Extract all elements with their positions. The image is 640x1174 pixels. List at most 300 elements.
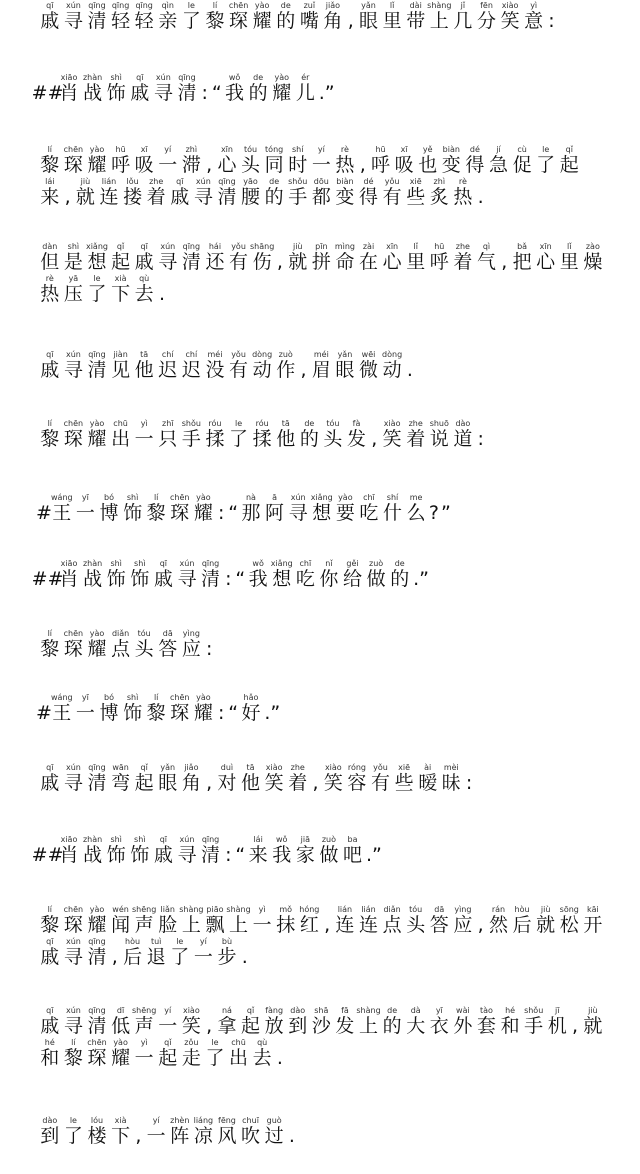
pinyin-annotation: xiāo (60, 559, 78, 568)
pinyin-annotation: shí (292, 145, 304, 154)
hanzi-character: 脸 (158, 914, 178, 936)
hanzi-character: 做 (319, 844, 339, 866)
pinyin-annotation: chū (113, 419, 128, 428)
hanzi-character: 琛 (170, 502, 190, 524)
annotated-character (581, 1006, 605, 1037)
annotated-character (121, 177, 145, 208)
annotated-character (156, 905, 180, 936)
annotated-character (250, 1, 274, 32)
annotated-character (109, 1116, 133, 1147)
hanzi-character: 阵 (170, 1125, 190, 1147)
pinyin-annotation: fēng (218, 1116, 236, 1125)
annotated-character (333, 177, 357, 208)
annotated-character (180, 350, 204, 381)
annotated-character (121, 693, 145, 724)
punctuation (345, 1, 357, 32)
annotated-character (38, 1038, 62, 1069)
hanzi-character: 做 (366, 568, 386, 590)
pinyin-annotation: diǎn (383, 905, 401, 914)
hanzi-character: 的 (248, 82, 268, 104)
hanzi-character: 连 (99, 186, 119, 208)
annotated-character (109, 419, 133, 450)
pinyin-annotation: mèi (443, 763, 459, 772)
hanzi-character: 肖 (59, 568, 79, 590)
pinyin-annotation: xīn (386, 242, 399, 251)
hanzi-character: 我 (225, 82, 245, 104)
annotated-character (250, 905, 274, 936)
annotated-character (487, 145, 511, 176)
hanzi-character: 一 (158, 154, 178, 176)
pinyin-annotation: tào (480, 1006, 493, 1015)
annotated-character (57, 73, 81, 104)
annotated-character (286, 763, 310, 794)
punctuation (368, 419, 380, 450)
hanzi-character: 的 (264, 186, 284, 208)
hanzi-character: 心 (536, 251, 556, 273)
pinyin-annotation: ná (221, 1006, 232, 1015)
annotated-character (270, 835, 294, 866)
hanzi-character: 戚 (40, 1015, 60, 1037)
hanzi-character: : (225, 844, 232, 866)
hanzi-character: 大 (406, 1015, 426, 1037)
hanzi-character: : (465, 772, 473, 794)
annotated-character (57, 835, 81, 866)
annotated-character (121, 937, 145, 968)
hanzi-character: 耀 (252, 10, 272, 32)
pinyin-annotation: lí (47, 419, 53, 428)
pinyin-annotation: hǎo (243, 693, 259, 702)
hanzi-character: 去 (252, 1047, 272, 1069)
pinyin-annotation: qīng (88, 763, 106, 772)
pinyin-annotation: dàn (42, 242, 58, 251)
pinyin-annotation: zhī (162, 419, 174, 428)
hanzi-character: 吃 (359, 502, 379, 524)
annotated-character (581, 242, 605, 273)
pinyin-annotation: lián (361, 905, 376, 914)
pinyin-annotation: qīng (88, 1006, 106, 1015)
hanzi-character: 腰 (241, 186, 261, 208)
annotated-character (180, 145, 204, 176)
pinyin-annotation: le (187, 1, 195, 10)
annotated-character (156, 629, 180, 660)
paragraph (38, 904, 608, 968)
text-line (31, 834, 608, 866)
pinyin-annotation: lí (153, 493, 159, 502)
annotated-character (298, 419, 322, 450)
hanzi-character: 清 (201, 568, 221, 590)
annotated-character (428, 177, 452, 208)
annotated-character (168, 1116, 192, 1147)
pinyin-annotation: xún (65, 937, 81, 946)
hanzi-character: 红 (299, 914, 319, 936)
pinyin-annotation: yǎn (361, 1, 376, 10)
annotated-character (463, 145, 487, 176)
annotated-character (109, 629, 133, 660)
annotated-character (522, 1006, 546, 1037)
annotated-character (144, 937, 168, 968)
pinyin-annotation: qī (140, 242, 148, 251)
text-line (38, 904, 608, 936)
pinyin-annotation: shàng (356, 1006, 381, 1015)
hanzi-character: 吸 (394, 154, 414, 176)
pinyin-annotation: jiù (540, 905, 551, 914)
annotated-character (109, 242, 133, 273)
hanzi-character: , (477, 914, 484, 936)
hanzi-character: 迟 (158, 359, 178, 381)
hanzi-character: 他 (134, 359, 154, 381)
hanzi-character: 吧 (343, 844, 363, 866)
annotated-character (522, 1, 546, 32)
paragraph (38, 762, 608, 794)
annotated-character (246, 559, 270, 590)
hanzi-character: : (217, 502, 225, 524)
pinyin-annotation: méi (207, 350, 223, 359)
hanzi-character: 然 (488, 914, 508, 936)
hanzi-character: 了 (205, 1047, 225, 1069)
hanzi-character: 眉 (311, 359, 331, 381)
hanzi-character: 应 (181, 638, 201, 660)
hanzi-character: , (359, 154, 366, 176)
hanzi-character: 着 (288, 772, 308, 794)
annotated-character (357, 1, 381, 32)
annotated-character (215, 177, 239, 208)
hanzi-character: 动 (252, 359, 272, 381)
annotated-character (97, 493, 121, 524)
hanzi-character: 轻 (111, 10, 131, 32)
annotated-character (132, 1006, 156, 1037)
hanzi-character: 揉 (205, 428, 225, 450)
annotated-character (180, 905, 204, 936)
annotated-character (381, 493, 405, 524)
pinyin-annotation: zhàn (82, 73, 103, 82)
annotated-character (404, 177, 428, 208)
annotated-character (262, 1006, 286, 1037)
punctuation (286, 1116, 298, 1147)
hanzi-character: , (206, 154, 213, 176)
annotated-character (333, 242, 357, 273)
pinyin-annotation: rè (458, 177, 467, 186)
annotated-character (109, 274, 133, 305)
annotated-character (380, 905, 404, 936)
hanzi-character: 答 (158, 638, 178, 660)
hanzi-character: 一 (75, 702, 95, 724)
pinyin-annotation: tóu (326, 419, 340, 428)
annotated-character (227, 242, 251, 273)
punctuation (475, 905, 487, 936)
annotated-character (132, 145, 156, 176)
annotated-character (104, 559, 128, 590)
hanzi-character: 琛 (63, 428, 83, 450)
hanzi-character: 一 (146, 1125, 166, 1147)
annotated-character (168, 493, 192, 524)
pinyin-annotation: wáng (51, 493, 73, 502)
pinyin-annotation: le (176, 937, 184, 946)
annotated-character (239, 177, 263, 208)
hanzi-character: . (288, 1125, 295, 1147)
pinyin-annotation: yào (338, 493, 353, 502)
annotated-character (475, 242, 499, 273)
pinyin-annotation: zài (362, 242, 375, 251)
punctuation (109, 937, 121, 968)
pinyin-annotation: dào (42, 1116, 58, 1125)
pinyin-annotation: wǒ (228, 73, 241, 82)
hanzi-character: , (324, 914, 331, 936)
pinyin-annotation: qī (46, 350, 54, 359)
text-line (38, 176, 608, 208)
annotated-character (156, 242, 180, 273)
punctuation (317, 73, 336, 104)
pinyin-annotation: wān (112, 763, 129, 772)
pinyin-annotation: mìng (334, 242, 355, 251)
pinyin-annotation: shǒu (181, 419, 201, 428)
annotated-character (62, 937, 86, 968)
pinyin-annotation: de (394, 559, 405, 568)
hanzi-character: 战 (83, 568, 103, 590)
annotated-character (263, 493, 287, 524)
hanzi-character: 清 (181, 251, 201, 273)
pinyin-annotation: lián (101, 177, 117, 186)
annotated-character (440, 763, 464, 794)
hanzi-character: 压 (63, 283, 83, 305)
annotated-character (239, 1116, 263, 1147)
hanzi-character: 暧 (418, 772, 438, 794)
punctuation (569, 1006, 581, 1037)
pinyin-annotation: zhe (290, 763, 305, 772)
punctuation (203, 763, 215, 794)
annotated-character (128, 559, 152, 590)
annotated-character (85, 242, 109, 273)
hanzi-character: 对 (217, 772, 237, 794)
hanzi-character: 出 (111, 428, 131, 450)
pinyin-annotation: xún (65, 763, 81, 772)
pinyin-annotation: xiǎng (85, 242, 108, 251)
hanzi-character: 耀 (87, 154, 107, 176)
hanzi-character: 清 (87, 946, 107, 968)
hanzi-character: .” (413, 568, 430, 590)
hanzi-character: 的 (382, 1015, 402, 1037)
hanzi-character: 清 (87, 1015, 107, 1037)
annotated-character (310, 350, 334, 381)
annotated-character (475, 1006, 499, 1037)
annotated-character (81, 559, 105, 590)
pinyin-annotation: xún (65, 1, 81, 10)
pinyin-annotation: yào (89, 905, 105, 914)
pinyin-annotation: yào (113, 1038, 128, 1047)
pinyin-annotation: qī (159, 559, 168, 568)
pinyin-annotation: qīng (201, 835, 220, 844)
pinyin-annotation: yí (164, 145, 172, 154)
hanzi-character: “ (211, 82, 222, 104)
hanzi-character: 寻 (177, 568, 197, 590)
hanzi-character: 什 (383, 502, 403, 524)
pinyin-annotation: qīng (88, 937, 106, 946)
punctuation (412, 559, 431, 590)
annotated-character (333, 145, 357, 176)
annotated-character (132, 350, 156, 381)
punctuation (222, 559, 234, 590)
annotated-character (215, 1116, 239, 1147)
annotated-character (109, 350, 133, 381)
hanzi-character: 微 (359, 359, 379, 381)
punctuation (38, 693, 50, 724)
pinyin-annotation: bù (221, 937, 233, 946)
annotated-character (404, 905, 428, 936)
pinyin-annotation: chuī (242, 1116, 259, 1125)
pinyin-annotation: shì (67, 242, 80, 251)
pinyin-annotation: zào (585, 242, 600, 251)
annotated-character (310, 177, 334, 208)
pinyin-annotation: shì (126, 693, 139, 702)
hanzi-character: .” (318, 82, 335, 104)
annotated-character (203, 419, 227, 450)
hanzi-character: ” (440, 502, 451, 524)
pinyin-annotation: chī (299, 559, 312, 568)
annotated-character (380, 177, 404, 208)
pinyin-annotation: bǎ (517, 242, 528, 251)
annotated-character (175, 73, 199, 104)
hanzi-character: 连 (335, 914, 355, 936)
text-line (38, 936, 608, 968)
paragraph (38, 492, 608, 524)
hanzi-character: 琛 (63, 154, 83, 176)
annotated-character (192, 493, 216, 524)
pinyin-annotation: chēn (170, 693, 190, 702)
pinyin-annotation: hòu (514, 905, 530, 914)
annotated-character (215, 1006, 239, 1037)
hanzi-character: 机 (547, 1015, 567, 1037)
pinyin-annotation: fēn (480, 1, 493, 10)
pinyin-annotation: hū (115, 145, 126, 154)
pinyin-annotation: chēn (170, 493, 190, 502)
annotated-character (85, 1, 109, 32)
pinyin-annotation: hū (375, 145, 386, 154)
pinyin-annotation: zuò (369, 559, 384, 568)
annotated-character (109, 1006, 133, 1037)
annotated-character (392, 145, 416, 176)
pinyin-annotation: yào (196, 693, 211, 702)
annotated-character (223, 73, 247, 104)
annotated-character (85, 350, 109, 381)
hanzi-character: 戚 (130, 82, 150, 104)
hanzi-character: 好 (241, 702, 261, 724)
text-line (38, 1005, 608, 1037)
annotated-character (81, 835, 105, 866)
hanzi-character: 手 (524, 1015, 544, 1037)
hanzi-character: 来 (40, 186, 60, 208)
hanzi-character: 沙 (311, 1015, 331, 1037)
annotated-character (250, 419, 274, 450)
pinyin-annotation: chí (185, 350, 198, 359)
hanzi-character: “ (235, 568, 246, 590)
hanzi-character: , (206, 772, 213, 794)
hanzi-character: 作 (276, 359, 296, 381)
pinyin-annotation: xià (114, 1116, 127, 1125)
pinyin-annotation: lí (71, 1038, 76, 1047)
hanzi-character: 退 (146, 946, 166, 968)
hanzi-character: 里 (406, 251, 426, 273)
pinyin-annotation: dà (410, 1006, 421, 1015)
hanzi-character: 有 (382, 186, 402, 208)
pinyin-annotation: shì (134, 835, 146, 844)
pinyin-annotation: shēng (132, 905, 157, 914)
annotated-character (104, 73, 128, 104)
pinyin-annotation: de (280, 1, 291, 10)
hanzi-character: : (205, 638, 213, 660)
text-line (38, 418, 608, 450)
pinyin-annotation: xī (140, 145, 148, 154)
pinyin-annotation: ba (347, 835, 358, 844)
hanzi-character: 放 (264, 1015, 284, 1037)
hanzi-character: . (477, 186, 484, 208)
hanzi-character: 我 (272, 844, 292, 866)
annotated-character (85, 274, 109, 305)
hanzi-character: 琛 (63, 914, 83, 936)
pinyin-annotation: xiào (265, 763, 283, 772)
annotated-character (38, 274, 62, 305)
annotated-character (388, 559, 412, 590)
punctuation (227, 493, 239, 524)
pinyin-annotation: tā (246, 763, 255, 772)
annotated-character (62, 1, 86, 32)
annotated-character (227, 905, 251, 936)
pinyin-annotation: qīng (178, 73, 196, 82)
hanzi-character: 得 (465, 154, 485, 176)
hanzi-character: . (158, 283, 165, 305)
hanzi-character: 黎 (146, 702, 166, 724)
annotated-character (62, 1038, 86, 1069)
hanzi-character: 了 (229, 428, 249, 450)
hanzi-character: 黎 (63, 1047, 83, 1069)
hanzi-character: 热 (40, 283, 60, 305)
hanzi-character: 了 (87, 283, 107, 305)
annotated-character (38, 1, 62, 32)
pinyin-annotation: yǒu (373, 763, 388, 772)
hanzi-character: 燥 (583, 251, 603, 273)
hanzi-character: : (217, 702, 225, 724)
pinyin-annotation: jī (555, 1006, 560, 1015)
annotated-character (239, 145, 263, 176)
annotated-character (192, 937, 216, 968)
annotated-character (341, 835, 365, 866)
hanzi-character: 同 (264, 154, 284, 176)
pinyin-annotation: qù (257, 1038, 268, 1047)
annotated-character (321, 419, 345, 450)
punctuation (31, 73, 64, 104)
hanzi-character: 戚 (40, 359, 60, 381)
hanzi-character: 答 (429, 914, 449, 936)
annotated-character (357, 350, 381, 381)
annotated-character (239, 763, 263, 794)
punctuation (440, 493, 452, 524)
hanzi-character: , (111, 946, 118, 968)
hanzi-character: 博 (99, 502, 119, 524)
pinyin-annotation: chū (231, 1038, 246, 1047)
pinyin-annotation: qì (482, 242, 491, 251)
hanzi-character: 起 (158, 1047, 178, 1069)
text-line (38, 273, 608, 305)
hanzi-character: 变 (441, 154, 461, 176)
annotated-character (357, 242, 381, 273)
pinyin-annotation: bó (103, 493, 114, 502)
pinyin-annotation: le (234, 419, 243, 428)
annotated-character (317, 835, 341, 866)
hanzi-character: 和 (500, 1015, 520, 1037)
pinyin-annotation: shēng (132, 1006, 157, 1015)
pinyin-annotation: de (269, 177, 280, 186)
pinyin-annotation: nà (245, 493, 256, 502)
hanzi-character: 寻 (63, 10, 83, 32)
pinyin-annotation: dé (469, 145, 480, 154)
